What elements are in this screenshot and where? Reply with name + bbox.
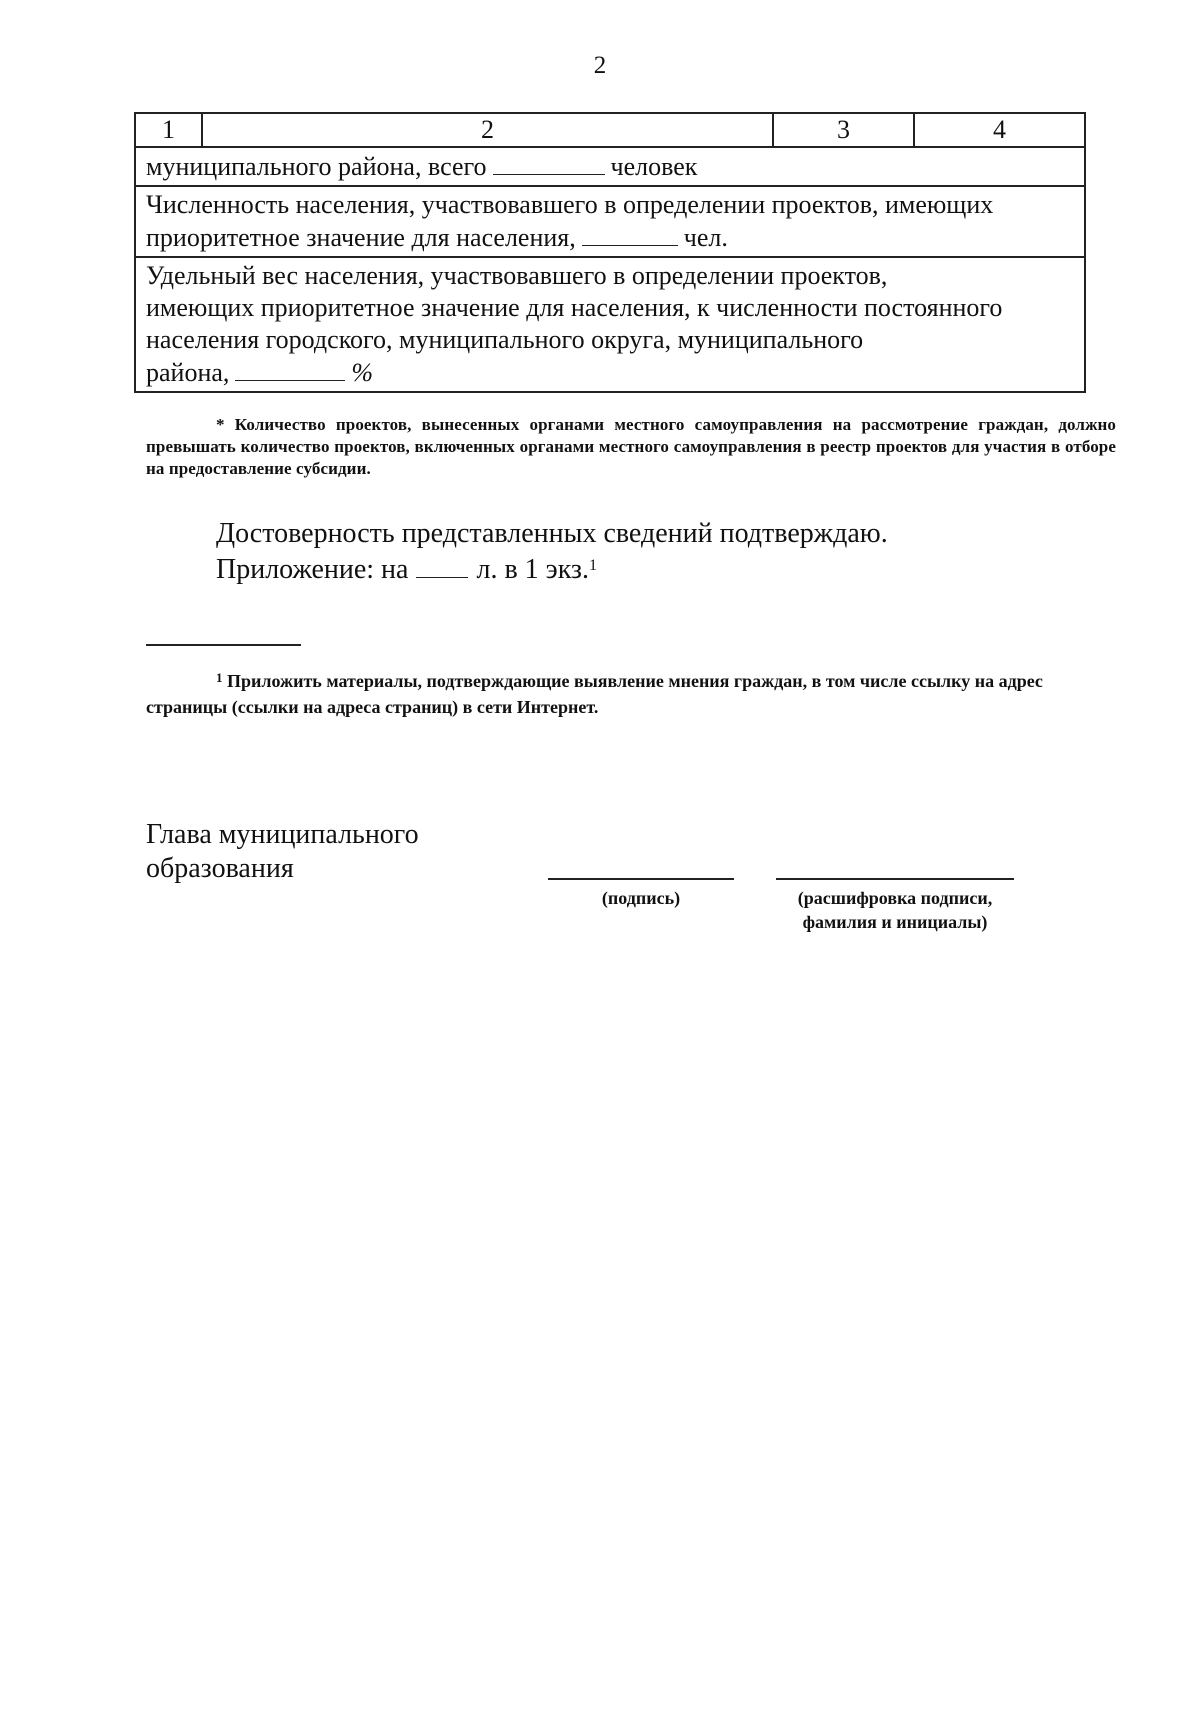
participants-count-unit: чел. (683, 223, 728, 252)
footnote-divider (146, 644, 301, 646)
population-total-blank[interactable] (493, 150, 605, 175)
table-header-row (135, 113, 1085, 147)
footnote-1-text: Приложить материалы, подтверждающие выявление мнения граждан, в том числе ссылку на адрес страницы (ссылки на адреса страниц) в сети Интернет. (146, 671, 1043, 717)
footnote-marker-1: 1 (589, 557, 597, 574)
participants-share-line4: района, (146, 358, 230, 387)
column-header-4: 4 (914, 113, 1085, 147)
signatory-title (146, 818, 419, 886)
footnote-projects-count: * Количество проектов, вынесенных органами местного самоуправления на рассмотрение граждан, должно превышать количество проектов, включенных органами местного самоуправления в реестр проектов для участия в отборе на предоставление субсидии. (146, 415, 1116, 478)
footnote-attachments (146, 668, 1086, 720)
attachment-label: Приложение: на (216, 554, 409, 585)
participants-count-label-line2: приоритетное значение для населения, (146, 223, 576, 252)
footnote-1-marker: 1 (216, 670, 223, 685)
participants-share-line2: имеющих приоритетное значение для населения, к численности постоянного (146, 293, 1003, 322)
population-total-label: муниципального района, всего (146, 152, 487, 181)
form-table (134, 112, 1086, 393)
table-row (135, 257, 1085, 392)
population-total-unit: человек (610, 152, 698, 181)
table-row (135, 147, 1085, 186)
confirmation-block (216, 516, 888, 588)
percent-sign: % (351, 358, 374, 387)
participants-count-cell (135, 186, 1085, 257)
participants-share-line3: населения городского, муниципального округа, муниципального (146, 325, 864, 354)
signature-decode-line[interactable] (776, 878, 1014, 880)
signatory-title-line1: Глава муниципального (146, 819, 419, 850)
attachment-line (216, 552, 888, 588)
signature-caption: (подпись) (601, 888, 681, 908)
signature-decode-caption (776, 886, 1014, 934)
participants-count-blank[interactable] (582, 221, 678, 246)
population-total-cell (135, 147, 1085, 186)
column-header-1: 1 (135, 113, 202, 147)
signatory-title-line2: образования (146, 853, 294, 884)
participants-share-line1: Удельный вес населения, участвовавшего в определении проектов, (146, 261, 888, 290)
participants-count-label-line1: Численность населения, участвовавшего в определении проектов, имеющих (146, 190, 994, 219)
participants-share-cell (135, 257, 1085, 392)
attachment-pages-blank[interactable] (416, 553, 468, 578)
attachment-copies: л. в 1 экз. (476, 554, 589, 585)
signature-decode-caption-line1: (расшифровка подписи, (797, 888, 993, 908)
column-header-2: 2 (202, 113, 773, 147)
page-number: 2 (593, 52, 607, 79)
signature-decode-caption-line2: фамилия и инициалы) (802, 912, 988, 932)
column-header-3: 3 (773, 113, 914, 147)
participants-share-blank[interactable] (235, 356, 345, 381)
signature-line[interactable] (548, 878, 734, 880)
table-row (135, 186, 1085, 257)
confirmation-statement: Достоверность представленных сведений подтверждаю. (216, 518, 888, 549)
